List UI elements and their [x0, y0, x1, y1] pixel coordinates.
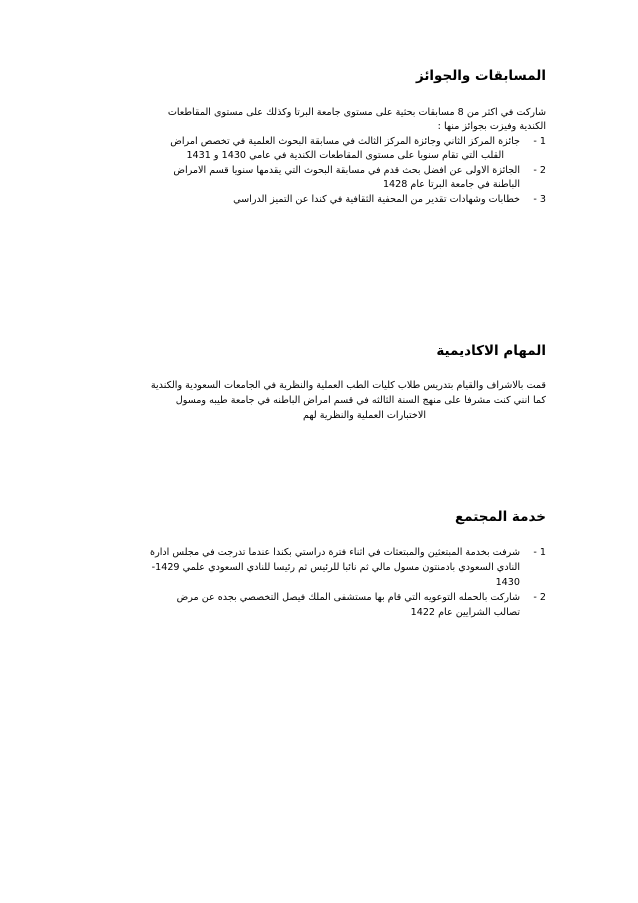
list-item-text: خطابات وشهادات تقدير من المحفية الثقافية في كندا عن التميز الدراسي [233, 193, 520, 205]
list-item-number: 1 - [533, 546, 546, 558]
academic-paragraph [88, 378, 546, 423]
list-item [86, 545, 546, 590]
academic-line: كما انني كنت مشرفا على منهج السنة الثالثه في قسم امراض الباطنه في جامعة طيبه ومسول [175, 394, 546, 406]
academic-line: قمت بالاشراف والقيام بتدريس طلاب كليات الطب العملية والنظرية في الجامعات السعودية والكندية [150, 379, 546, 391]
list-item-number: 2 - [533, 164, 546, 176]
list-item [70, 164, 546, 193]
competitions-title: المسابقات والجوائز [415, 68, 546, 84]
list-item [86, 590, 546, 620]
competitions-intro-line: الكندية وفيزت بجوائز منها : [437, 120, 546, 132]
list-item-text: الجائزة الاولى عن افضل بحث قدم في مسابقة البحوث التي يقدمها سنويا قسم الامراض [173, 164, 520, 176]
community-title: خدمة المجتمع [454, 509, 546, 525]
list-item-number: 3 - [533, 193, 546, 205]
competitions-intro [70, 106, 546, 134]
list-item-text: 1430 [495, 576, 520, 588]
community-list [86, 545, 546, 620]
academic-section [88, 345, 546, 423]
list-item-number: 2 - [533, 591, 546, 603]
list-item-number: 1 - [533, 135, 546, 147]
list-item-text: شرفت بخدمة المبتعثين والمبتعثات في اثناء فترة دراستي بكندا عندما تدرجت في مجلس ادارة [150, 546, 520, 558]
list-item-text: القلب التي تقام سنويا على مستوى المقاطعات الكندية في عامي 1430 و 1431 [186, 150, 504, 161]
list-item-text: الباطنة في جامعة البرتا عام 1428 [382, 179, 520, 190]
list-item-text: تصالب الشرايين عام 1422 [410, 606, 520, 618]
list-item-text: شاركت بالحمله التوعويه التي قام بها مستشفى الملك فيصل التخصصي بجده عن مرض [176, 591, 520, 603]
community-section [86, 511, 546, 620]
list-item [70, 135, 546, 164]
academic-title: المهام الاكاديمية [436, 343, 546, 359]
competitions-section [70, 70, 546, 207]
list-item-text: جائزة المركز الثاني وجائزة المركز الثالث في مسابقة البحوث العلمية في تخصص امراض [170, 135, 520, 147]
list-item-text: النادي السعودي بادمنتون مسول مالي ثم نائبا للرئيس ثم رئيسا للنادي السعودي علمي 1429- [151, 561, 520, 573]
competitions-list [70, 135, 546, 208]
list-item [70, 193, 546, 208]
competitions-intro-line: شاركت في اكثر من 8 مسابقات بحثية على مستوى جامعة البرتا وكذلك على مستوى المقاطعات [167, 106, 546, 118]
academic-line: الاختبارات العملية والنظرية لهم [302, 409, 426, 421]
